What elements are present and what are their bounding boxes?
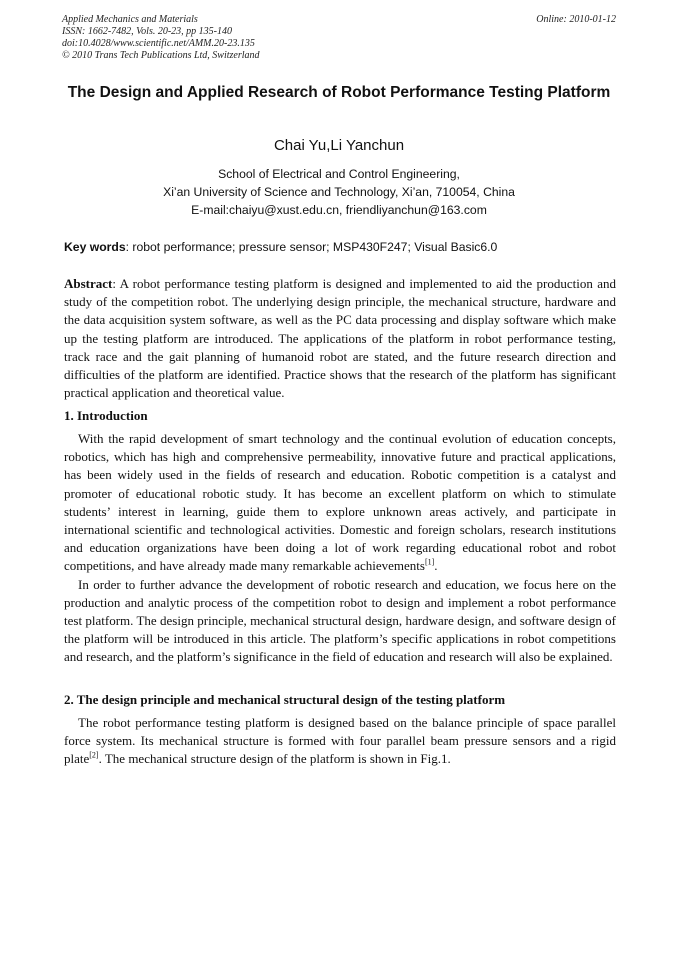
paper-title: The Design and Applied Research of Robot Performance Testing Platform (67, 84, 611, 101)
doi-line: doi:10.4028/www.scientific.net/AMM.20-23.135 (62, 38, 255, 49)
abstract-text: : A robot performance testing platform is designed and implemented to aid the production and study of the competition robot. The underlying design principle, the mechanical structure, hardware and the data acquisition system software, as well as the PC data processing and display software which make up the testing platform are introduced. The applications of the platform in robot performance testing, track race and the gait planning of humanoid robot are stated, and the future research direction and difficulties of the platform are identified. Practice shows that the research of the platform has significant practical application and theoretical value. (64, 276, 616, 401)
affiliation (64, 165, 614, 219)
affiliation-line-1: School of Electrical and Control Engineering, (218, 167, 460, 181)
paragraph-end: . (434, 558, 438, 574)
keywords-text: : robot performance; pressure sensor; MSP430F247; Visual Basic6.0 (125, 240, 498, 254)
abstract (64, 275, 616, 402)
email-line: E-mail:chaiyu@xust.edu.cn, friendliyanchun@163.com (191, 203, 487, 217)
journal-header (62, 14, 616, 62)
section-design-principle (64, 691, 616, 769)
keywords (64, 239, 616, 255)
keywords-label: Key words (64, 240, 126, 254)
abstract-label: Abstract (64, 276, 113, 291)
paragraph-text-end: . The mechanical structure design of the platform is shown in Fig.1. (98, 751, 451, 767)
paragraph (64, 430, 616, 576)
issn-line: ISSN: 1662-7482, Vols. 20-23, pp 135-140 (62, 26, 232, 37)
paragraph: In order to further advance the development of robotic research and education, we focus here on the production and analytic process of the competition robot to design and implement a robot performance test platform. The design principle, mechanical structural design, hardware design, and software design of the platform will be introduced in this article. The platform’s specific applications in robot competitions and research, and the platform’s significance in the field of education and research will also be explained. (64, 576, 616, 665)
affiliation-line-2: Xi’an University of Science and Technology, Xi’an, 710054, China (163, 185, 515, 199)
paragraph (64, 714, 616, 769)
section-introduction (64, 407, 616, 667)
citation-ref: [2] (89, 751, 99, 761)
journal-name: Applied Mechanics and Materials (62, 14, 198, 25)
section-heading: 1. Introduction (64, 408, 148, 423)
paragraph-text: The robot performance testing platform is designed based on the balance principle of space parallel force system. Its mechanical structure is formed with four parallel beam pressure sensors and a rigid plate (64, 715, 616, 767)
section-heading: 2. The design principle and mechanical structural design of the testing platform (64, 692, 506, 707)
copyright-line: © 2010 Trans Tech Publications Ltd, Switzerland (62, 50, 260, 61)
online-date: Online: 2010-01-12 (536, 14, 616, 25)
authors: Chai Yu,Li Yanchun (273, 137, 405, 154)
citation-ref: [1] (424, 558, 435, 568)
paragraph-text: With the rapid development of smart technology and the continual evolution of education concepts, robotics, which has high and comprehensive permeability, innovative future and practical applications, has been widely used in the fields of research and education. Robotic competition is a catalyst and promoter of educational robotic study. It has become an excellent platform on which to stimulate students’ interest in learning, guide them to explore unknown areas actively, and participate in international scientific and technological activities. Domestic and foreign scholars, research institutions and education organizations have been doing a lot of work regarding educational robot and robot competitions, and have already made many remarkable achievements (64, 431, 616, 574)
